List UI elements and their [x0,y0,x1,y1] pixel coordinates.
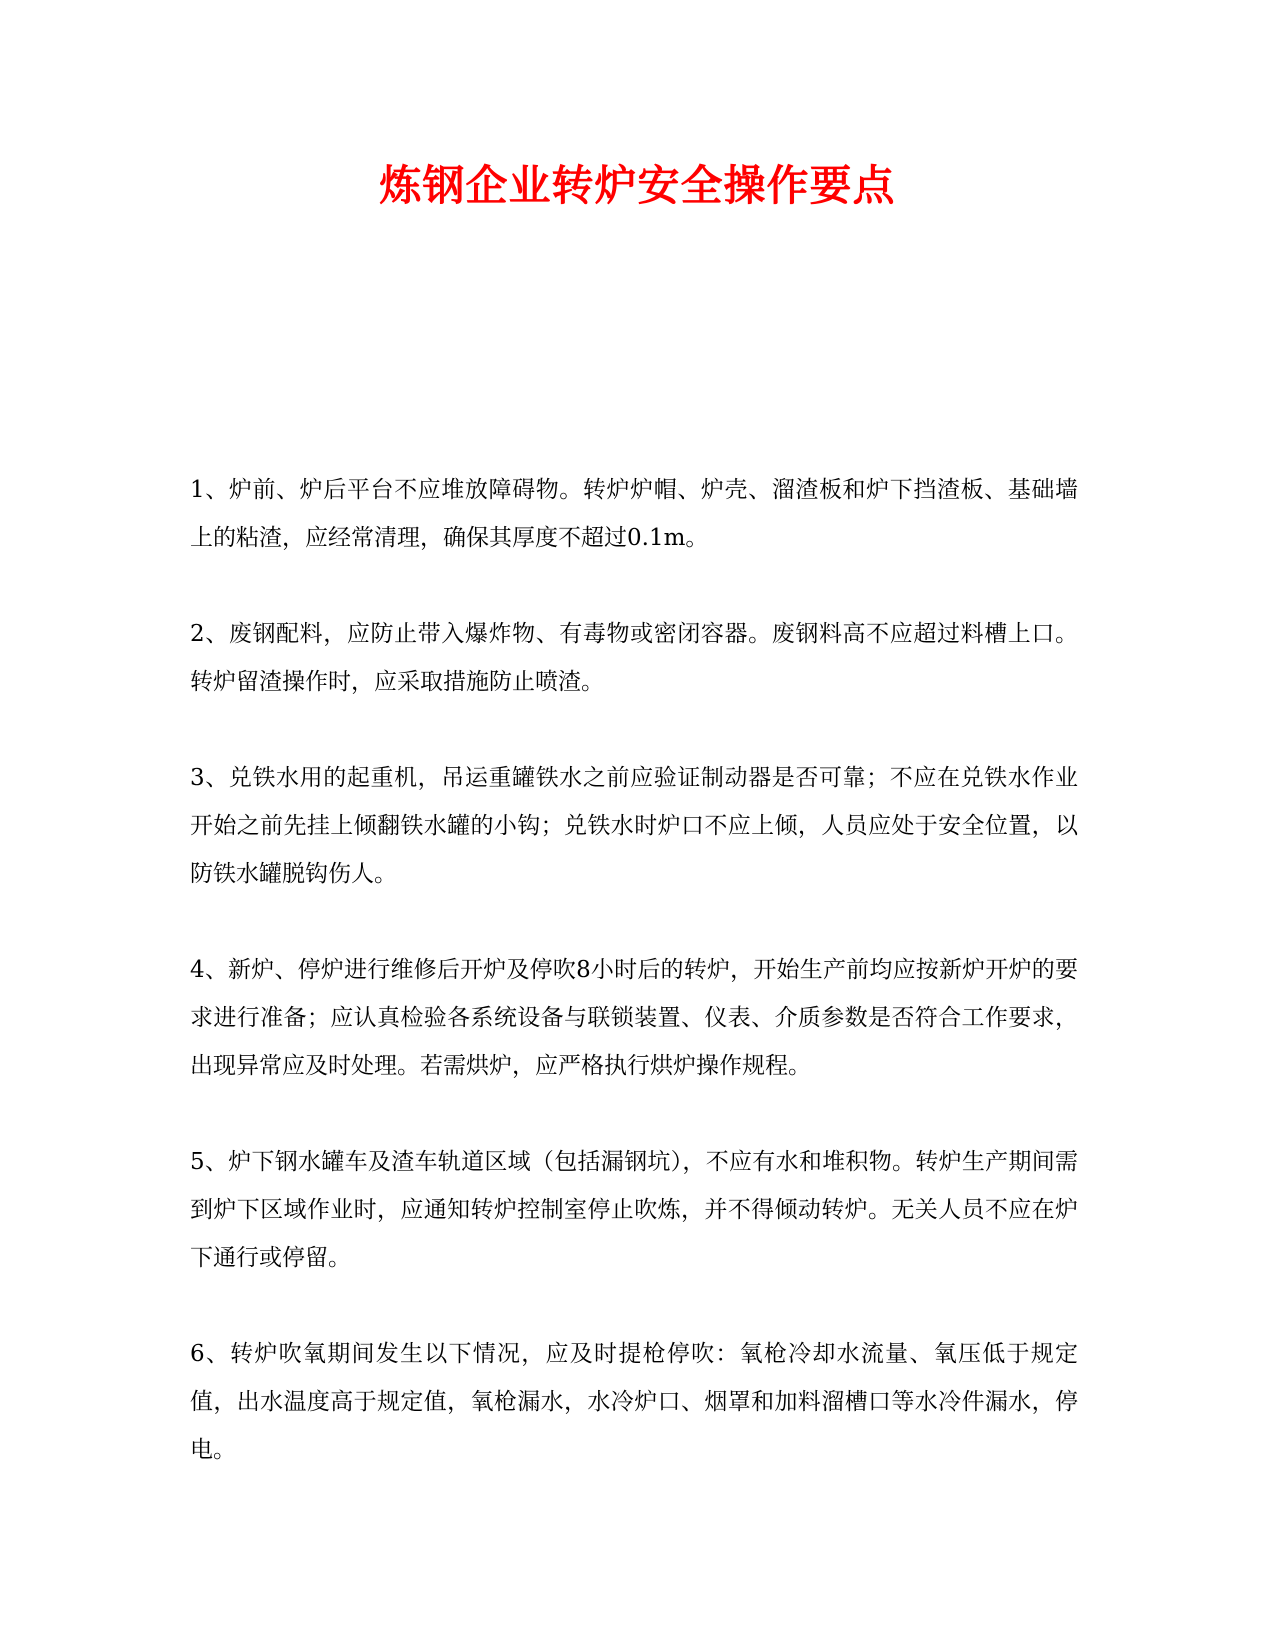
document-title: 炼钢企业转炉安全操作要点 [379,161,896,210]
paragraph-1: 1、炉前、炉后平台不应堆放障碍物。转炉炉帽、炉壳、溜渣板和炉下挡渣板、基础墙上的粘渣，应经常清理，确保其厚度不超过0.1m。 [190,477,1078,551]
paragraph-4: 4、新炉、停炉进行维修后开炉及停吹8小时后的转炉，开始生产前均应按新炉开炉的要求进行准备；应认真检验各系统设备与联锁装置、仪表、介质参数是否符合工作要求，出现异常应及时处理。若需烘炉，应严格执行烘炉操作规程。 [190,957,1078,1079]
document-body [190,466,1078,1522]
paragraph-3: 3、兑铁水用的起重机，吊运重罐铁水之前应验证制动器是否可靠；不应在兑铁水作业开始之前先挂上倾翻铁水罐的小钩；兑铁水时炉口不应上倾，人员应处于安全位置，以防铁水罐脱钩伤人。 [190,765,1078,887]
paragraph-2: 2、废钢配料，应防止带入爆炸物、有毒物或密闭容器。废钢料高不应超过料槽上口。转炉留渣操作时，应采取措施防止喷渣。 [190,621,1078,695]
paragraph-6: 6、转炉吹氧期间发生以下情况，应及时提枪停吹：氧枪冷却水流量、氧压低于规定值，出水温度高于规定值，氧枪漏水，水冷炉口、烟罩和加料溜槽口等水冷件漏水，停电。 [190,1341,1078,1463]
paragraph-5: 5、炉下钢水罐车及渣车轨道区域（包括漏钢坑），不应有水和堆积物。转炉生产期间需到炉下区域作业时，应通知转炉控制室停止吹炼，并不得倾动转炉。无关人员不应在炉下通行或停留。 [190,1149,1078,1271]
